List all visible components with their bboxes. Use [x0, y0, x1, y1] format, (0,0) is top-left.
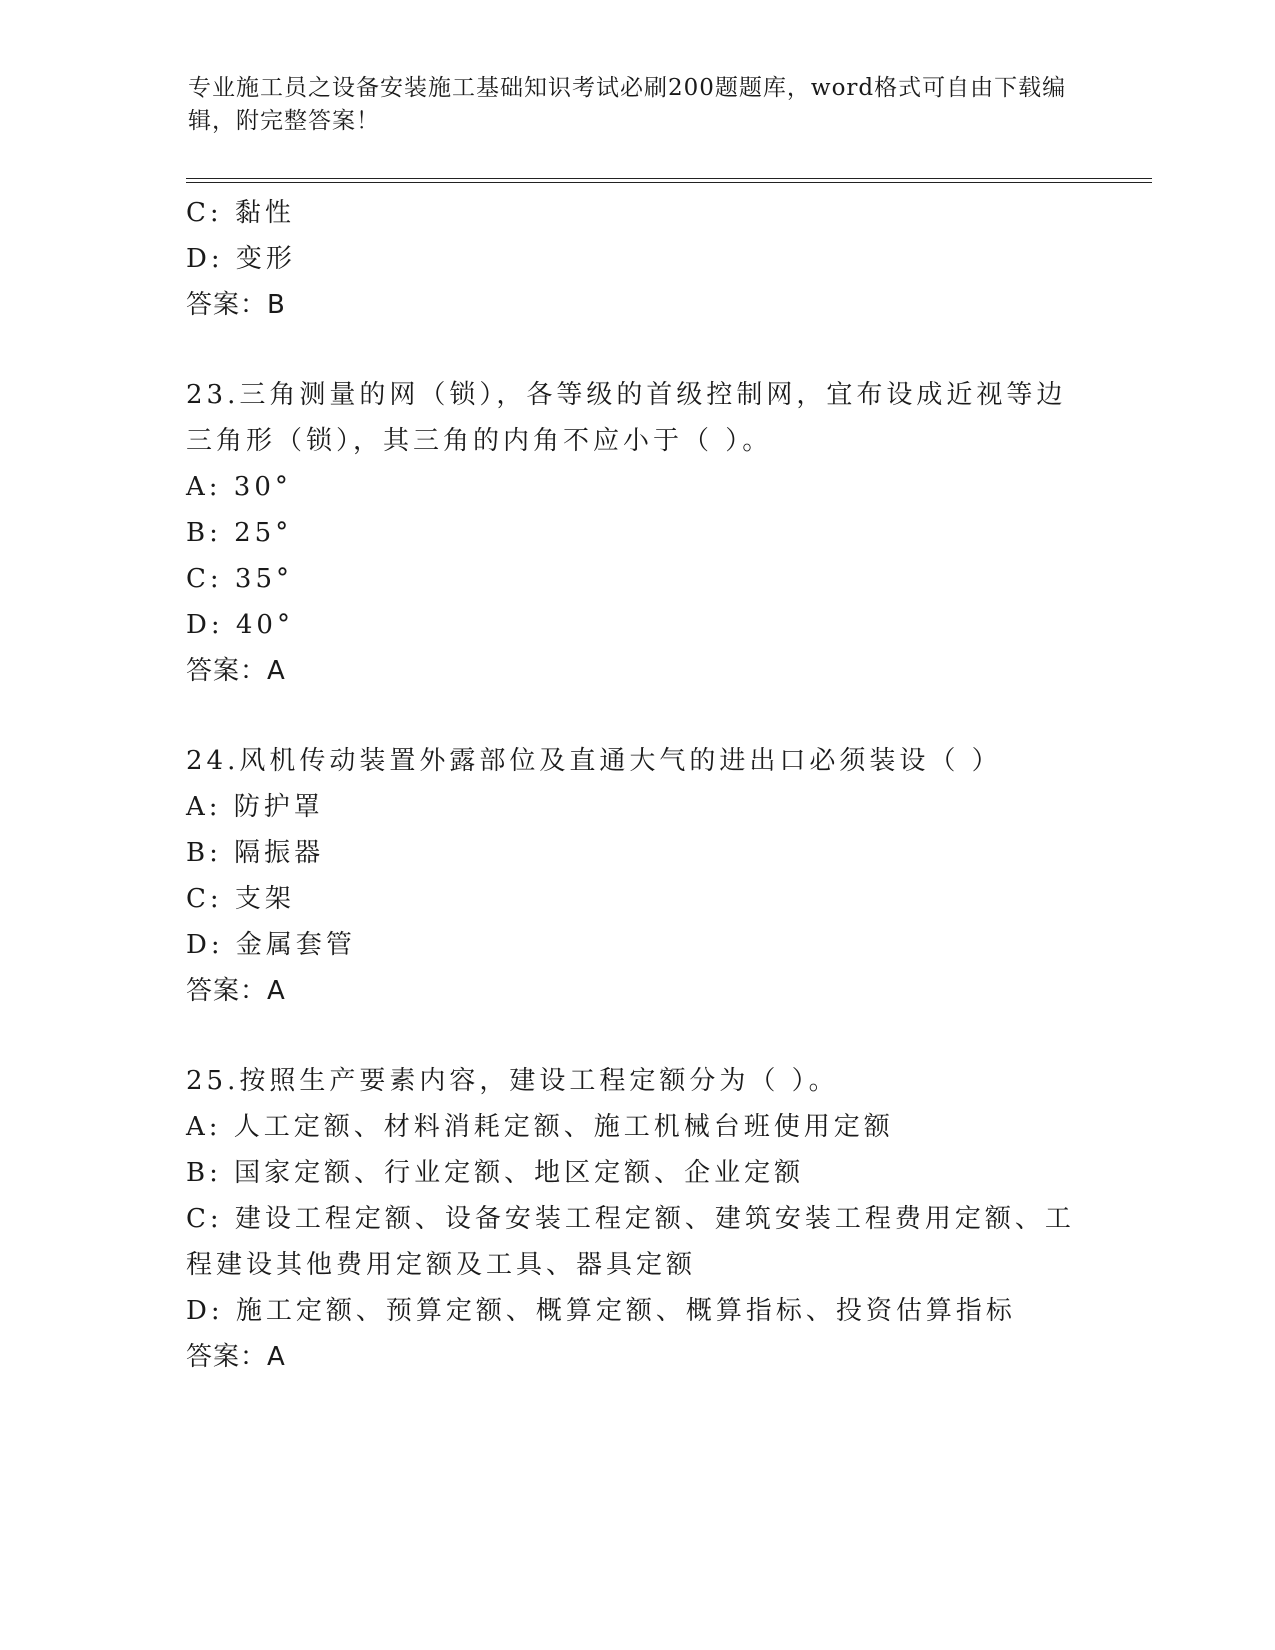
question-24 [186, 738, 1086, 1014]
question-23 [186, 372, 1086, 694]
header-divider-top [186, 178, 1152, 179]
question-stem: 24.风机传动装置外露部位及直通大气的进出口必须装设（ ） [186, 746, 1002, 776]
question-25 [186, 1058, 1086, 1380]
option-b: B: 国家定额、行业定额、地区定额、企业定额 [186, 1158, 805, 1188]
answer-line: 答案：B [186, 290, 286, 320]
option-d: D: 40° [186, 610, 294, 640]
option-d: D: 金属套管 [186, 930, 356, 960]
answer-line: 答案：A [186, 976, 286, 1006]
option-b: B: 25° [186, 518, 293, 548]
option-b: B: 隔振器 [186, 838, 325, 868]
option-d: D: 施工定额、预算定额、概算定额、概算指标、投资估算指标 [186, 1296, 1016, 1326]
option-c: C: 黏性 [186, 198, 295, 228]
question-stem: 23.三角测量的网（锁），各等级的首级控制网，宜布设成近视等边三角形（锁），其三角的内角不应小于（ ）。 [186, 380, 1067, 456]
answer-line: 答案：A [186, 1342, 286, 1372]
document-header: 专业施工员之设备安装施工基础知识考试必刷200题题库，word格式可自由下载编辑，附完整答案！ [188, 75, 1067, 134]
question-stem: 25.按照生产要素内容，建设工程定额分为（ ）。 [186, 1066, 839, 1096]
option-c: C: 支架 [186, 884, 295, 914]
header-divider-bottom [186, 182, 1152, 183]
question-content [186, 190, 1086, 1380]
option-d: D: 变形 [186, 244, 296, 274]
option-c: C: 建设工程定额、设备安装工程定额、建筑安装工程费用定额、工程建设其他费用定额及工具、器具定额 [186, 1204, 1075, 1280]
option-a: A: 人工定额、材料消耗定额、施工机械台班使用定额 [186, 1112, 894, 1142]
answer-line: 答案：A [186, 656, 286, 686]
option-a: A: 30° [186, 472, 292, 502]
option-c: C: 35° [186, 564, 294, 594]
question-22-tail [186, 190, 1086, 328]
option-a: A: 防护罩 [186, 792, 324, 822]
